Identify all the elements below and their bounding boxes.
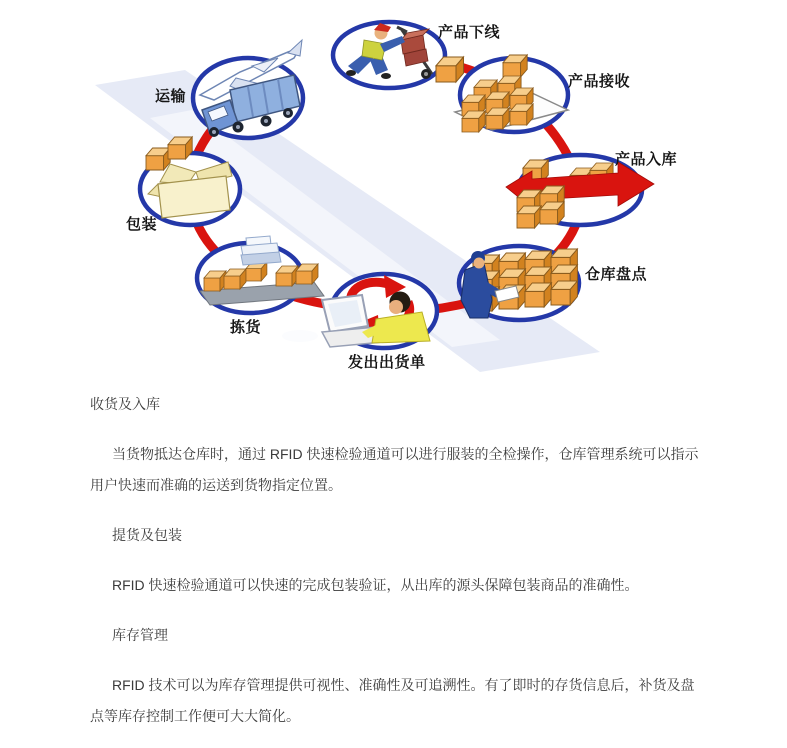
article-text: [90, 370, 702, 748]
section-heading-packing: 提货及包装: [112, 527, 182, 543]
label-pick: 拣货: [230, 319, 262, 336]
label-transport: 运输: [155, 88, 187, 105]
section-body-inventory: RFID 技术可以为库存管理提供可视性、准确性及可追溯性。有了即时的存货信息后，补货及盘点等库存控制工作便可大大简化。: [90, 677, 695, 724]
label-ship: 发出出货单: [348, 354, 426, 371]
label-offline: 产品下线: [438, 24, 501, 41]
section-heading-receiving: 收货及入库: [90, 396, 160, 412]
section-body-receiving: 当货物抵达仓库时，通过 RFID 快速检验通道可以进行服装的全检操作，仓库管理系统可以指示用户快速而准确的运送到货物指定位置。: [90, 446, 699, 493]
label-receive: 产品接收: [568, 73, 631, 90]
section-body-packing: RFID 快速检验通道可以快速的完成包装验证，从出库的源头保障包装商品的准确性。: [112, 577, 639, 593]
section-heading-inventory: 库存管理: [112, 627, 168, 643]
label-pack: 包装: [126, 216, 158, 233]
label-count: 仓库盘点: [585, 266, 648, 283]
label-putaway: 产品入库: [615, 151, 678, 168]
